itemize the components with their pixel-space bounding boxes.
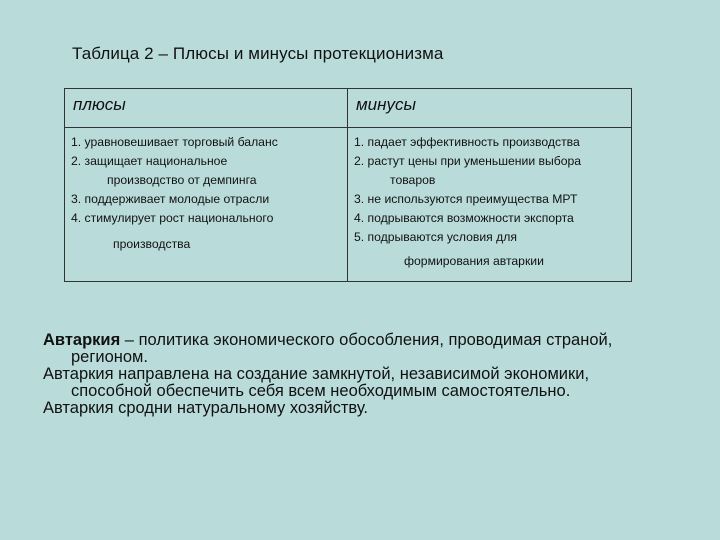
cons-list: [354, 133, 628, 271]
definition-text: Автаркия сродни натуральному хозяйству.: [43, 399, 368, 417]
definition-text: способной обеспечить себя всем необходимым самостоятельно.: [71, 382, 571, 400]
table-caption: Таблица 2 – Плюсы и минусы протекционизма: [72, 44, 444, 63]
cons-item: 2. растут цены при уменьшении выбора: [354, 154, 582, 168]
pros-item: 3. поддерживает молодые отрасли: [71, 192, 270, 206]
pros-item: 1. уравновешивает торговый баланс: [71, 135, 278, 149]
pros-item: 4. стимулирует рост национального: [71, 211, 274, 225]
pros-cons-table: [64, 88, 632, 282]
header-divider: [65, 127, 631, 128]
cons-item: 1. падает эффективность производства: [354, 135, 580, 149]
cons-header: минусы: [356, 95, 416, 114]
autarky-term: Автаркия: [43, 331, 121, 349]
pros-item-continuation: производство от демпинга: [107, 173, 257, 187]
cons-item: 4. подрываются возможности экспорта: [354, 211, 574, 225]
cons-item: 5. подрываются условия для: [354, 230, 517, 244]
pros-item-continuation: производства: [113, 237, 191, 251]
column-divider: [347, 89, 348, 281]
definition-text: регионом.: [71, 348, 148, 366]
definition-text: – политика экономического обособления, проводимая страной,: [120, 331, 613, 349]
cons-item-continuation: формирования автаркии: [404, 254, 544, 268]
pros-list: [71, 133, 343, 254]
definition-text: Автаркия направлена на создание замкнутой, независимой экономики,: [43, 365, 590, 383]
autarky-definition: [43, 332, 703, 417]
pros-header: плюсы: [73, 95, 126, 114]
pros-item: 2. защищает национальное: [71, 154, 228, 168]
cons-item: 3. не используются преимущества МРТ: [354, 192, 578, 206]
cons-item-continuation: товаров: [390, 173, 436, 187]
